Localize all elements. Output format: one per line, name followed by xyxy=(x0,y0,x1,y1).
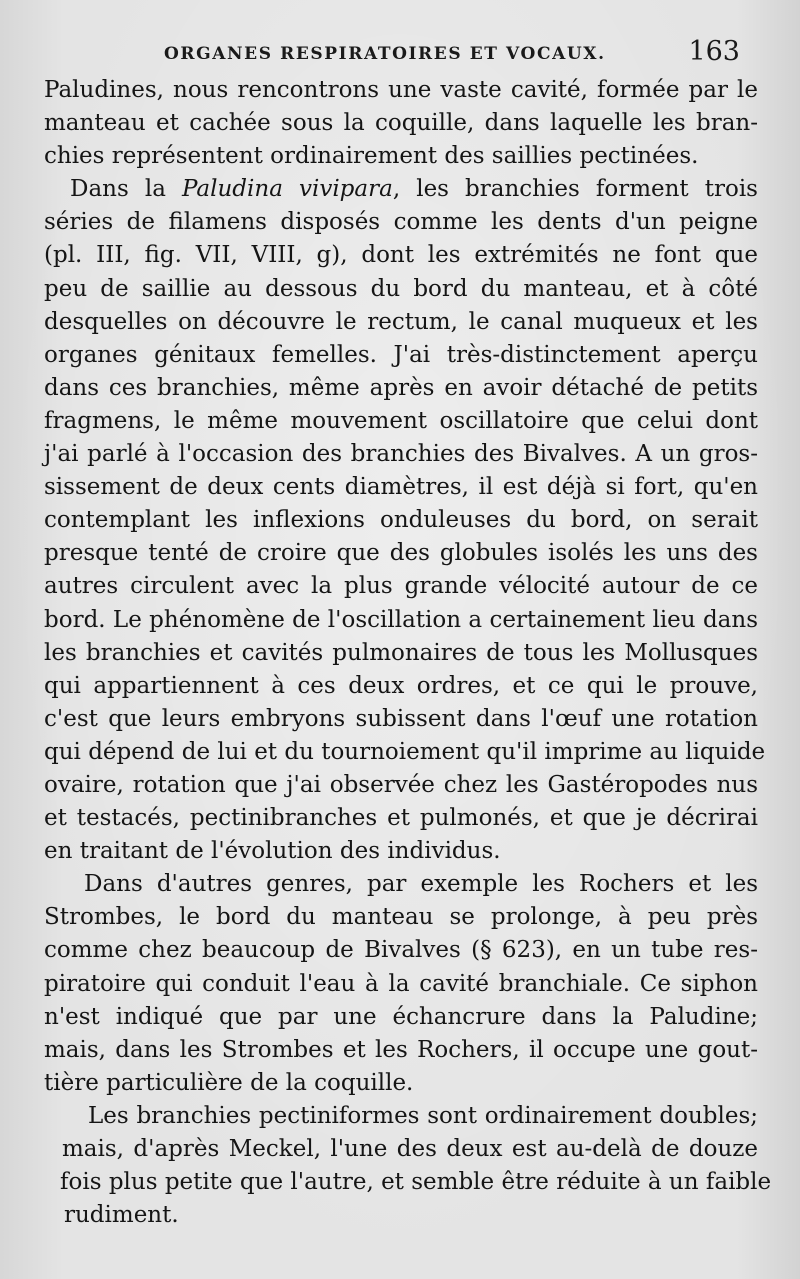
text-line: en traitant de l'évolution des individus. xyxy=(44,838,501,865)
text-line: comme chez beaucoup de Bivalves (§ 623), en un tube res- xyxy=(44,937,758,964)
text-line: bord. Le phénomène de l'oscillation a certainement lieu dans xyxy=(44,606,758,633)
text-line: dans ces branchies, même après en avoir détaché de petits xyxy=(44,374,758,401)
species-name: Paludina vivipara xyxy=(181,176,393,203)
text-line: c'est que leurs embryons subissent dans l'œuf une rotation xyxy=(44,705,758,732)
text-line: presque tenté de croire que des globules isolés les uns des xyxy=(44,540,758,567)
text-line: qui dépend de lui et du tournoiement qu'il imprime au liquide xyxy=(44,738,766,765)
text-line: Paludines, nous rencontrons une vaste cavité, formée par le xyxy=(44,77,758,103)
text-line: les branchies et cavités pulmonaires de tous les Mollusques xyxy=(44,639,758,666)
text-line: Dans d'autres genres, par exemple les Rochers et les xyxy=(84,871,758,898)
text-line: fois plus petite que l'autre, et semble être réduite à un faible xyxy=(60,1169,772,1196)
text-line xyxy=(44,173,758,206)
text-line: contemplant les inflexions onduleuses du bord, on serait xyxy=(44,507,758,534)
text-line: organes génitaux femelles. J'ai très-distinctement aperçu xyxy=(44,341,758,368)
text-line: n'est indiqué que par une échancrure dans la Paludine; xyxy=(44,1003,758,1030)
text-line: (pl. III, fig. VII, VIII, g), dont les extrémités ne font que xyxy=(44,242,758,269)
text-line: manteau et cachée sous la coquille, dans laquelle les bran- xyxy=(44,110,758,137)
text-line: mais, dans les Strombes et les Rochers, il occupe une gout- xyxy=(44,1036,758,1063)
text-line: qui appartiennent à ces deux ordres, et ce qui le prouve, xyxy=(44,672,758,699)
text-line: mais, d'après Meckel, l'une des deux est au-delà de douze xyxy=(62,1136,758,1162)
text-line: séries de filamens disposés comme les dents d'un peigne xyxy=(44,209,758,236)
text-line: autres circulent avec la plus grande vélocité autour de ce xyxy=(44,573,758,600)
text-line: et testacés, pectinibranches et pulmonés, et que je décrirai xyxy=(44,805,758,832)
text-line: j'ai parlé à l'occasion des branchies des Bivalves. A un gros- xyxy=(44,441,758,468)
page-number: 163 xyxy=(688,36,740,67)
text-line: fragmens, le même mouvement oscillatoire que celui dont xyxy=(44,407,758,434)
text-line: piratoire qui conduit l'eau à la cavité branchiale. Ce siphon xyxy=(44,970,758,997)
text-line: Les branchies pectiniformes sont ordinairement doubles; xyxy=(88,1102,758,1129)
page-header xyxy=(150,36,740,70)
text-line: tière particulière de la coquille. xyxy=(44,1069,414,1096)
text-fragment: Dans la xyxy=(70,176,182,203)
running-head: ORGANES RESPIRATOIRES ET VOCAUX. xyxy=(164,44,606,64)
text-line: ovaire, rotation que j'ai observée chez les Gastéropodes nus xyxy=(44,771,758,798)
body-text xyxy=(44,74,772,1232)
text-line: Strombes, le bord du manteau se prolonge, à peu près xyxy=(44,904,758,931)
text-line: peu de saillie au dessous du bord du manteau, et à côté xyxy=(44,275,758,302)
text-fragment: , les branchies forment trois xyxy=(392,176,758,203)
text-line: chies représentent ordinairement des saillies pectinées. xyxy=(44,143,699,170)
text-line: desquelles on découvre le rectum, le canal muqueux et les xyxy=(44,308,758,335)
text-line: rudiment. xyxy=(64,1202,179,1229)
text-line: sissement de deux cents diamètres, il est déjà si fort, qu'en xyxy=(44,474,758,501)
